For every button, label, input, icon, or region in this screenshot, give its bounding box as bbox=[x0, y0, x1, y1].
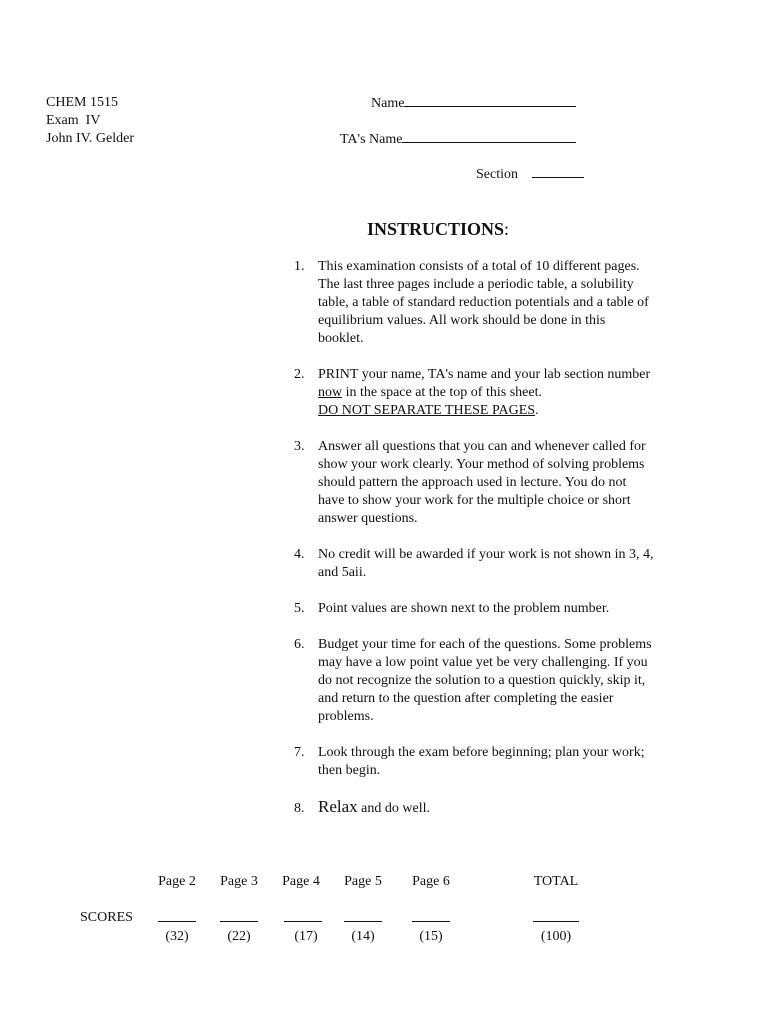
instruction-number: 3. bbox=[294, 439, 305, 454]
section-blank[interactable] bbox=[532, 165, 584, 178]
instruction-number: 6. bbox=[294, 637, 305, 652]
student-name-field[interactable] bbox=[371, 94, 576, 113]
instruction-number: 4. bbox=[294, 547, 305, 562]
score-blank-page-3[interactable] bbox=[220, 909, 258, 922]
instruction-number: 8. bbox=[294, 801, 305, 816]
score-blank-page-5[interactable] bbox=[344, 909, 382, 922]
score-blank-page-4[interactable] bbox=[284, 909, 322, 922]
instruction-number: 1. bbox=[294, 259, 305, 274]
instruction-number: 2. bbox=[294, 367, 305, 382]
score-blank-page-2[interactable] bbox=[158, 909, 196, 922]
course-info bbox=[46, 94, 134, 148]
instruction-text: Answer all questions that you can and whenever called for show your work clearly. Your method of solving problems should pattern the approach used in lecture. You do not have to show your work for the multiple choice or short answer questions. bbox=[318, 439, 646, 526]
instruction-number: 7. bbox=[294, 745, 305, 760]
score-points: (32) bbox=[165, 929, 189, 944]
instruction-number: 5. bbox=[294, 601, 305, 616]
instruction-item bbox=[294, 798, 654, 818]
instruction-item bbox=[294, 546, 654, 582]
instruction-text: Budget your time for each of the questions. Some problems may have a low point value yet be very challenging. If you do not recognize the solution to a question quickly, skip it, and return to the question after completing the easier problems. bbox=[318, 637, 652, 724]
instruction-item bbox=[294, 438, 654, 528]
name-label: Name bbox=[371, 96, 405, 111]
section-field[interactable] bbox=[476, 165, 584, 184]
ta-name-blank[interactable] bbox=[402, 130, 576, 143]
instruction-text: Point values are shown next to the problem number. bbox=[318, 601, 610, 616]
course-code: CHEM 1515 bbox=[46, 95, 118, 110]
score-blank-page-6[interactable] bbox=[412, 909, 450, 922]
instruction-text bbox=[318, 798, 654, 818]
scores-label: SCORES bbox=[80, 910, 133, 925]
instruction-item bbox=[294, 366, 654, 420]
instruction-item bbox=[294, 636, 654, 726]
do-not-separate-note: DO NOT SEPARATE THESE PAGES bbox=[318, 403, 536, 418]
instruction-text-part: and do well. bbox=[357, 801, 430, 816]
instructions-heading: INSTRUCTIONS bbox=[367, 219, 505, 239]
name-blank[interactable] bbox=[404, 94, 576, 107]
score-column-label: Page 4 bbox=[282, 874, 320, 889]
score-column-label: Page 5 bbox=[344, 874, 382, 889]
instruction-text: Look through the exam before beginning; plan your work; then begin. bbox=[318, 745, 645, 778]
instruction-text bbox=[318, 366, 654, 420]
score-points: (14) bbox=[351, 929, 375, 944]
instruction-text: No credit will be awarded if your work is not shown in 3, 4, and 5aii. bbox=[318, 547, 654, 580]
instruction-item bbox=[294, 258, 654, 348]
exam-number: Exam IV bbox=[46, 113, 101, 128]
score-column-label: Page 2 bbox=[158, 874, 196, 889]
instructions-list bbox=[294, 258, 654, 836]
instruction-item bbox=[294, 744, 654, 780]
score-points: (15) bbox=[419, 929, 443, 944]
score-points: (22) bbox=[227, 929, 251, 944]
score-points: (17) bbox=[294, 929, 318, 944]
instructor-name: John IV. Gelder bbox=[46, 131, 135, 146]
score-column-label: Page 3 bbox=[220, 874, 258, 889]
ta-name-label: TA's Name bbox=[340, 132, 403, 147]
relax-word: Relax bbox=[318, 797, 358, 816]
instructions-title bbox=[367, 218, 509, 240]
ta-name-field[interactable] bbox=[340, 130, 576, 149]
score-column-label: TOTAL bbox=[533, 874, 579, 889]
instruction-text: This examination consists of a total of 10 different pages. The last three pages include a periodic table, a solubility table, a table of standard reduction potentials and a table of equilibrium values. All work should be done in this booklet. bbox=[318, 259, 649, 346]
instruction-item bbox=[294, 600, 654, 618]
score-column-label: Page 6 bbox=[412, 874, 450, 889]
section-label: Section bbox=[476, 167, 518, 182]
score-blank-total[interactable] bbox=[533, 909, 579, 922]
instructions-colon: : bbox=[504, 219, 510, 239]
score-points: (100) bbox=[540, 929, 572, 944]
instruction-text-part: in the space at the top of this sheet. bbox=[342, 385, 542, 400]
underlined-now: now bbox=[318, 385, 343, 400]
instruction-text-part: PRINT your name, TA's name and your lab section number bbox=[318, 367, 651, 382]
instruction-text-end: . bbox=[535, 403, 539, 418]
